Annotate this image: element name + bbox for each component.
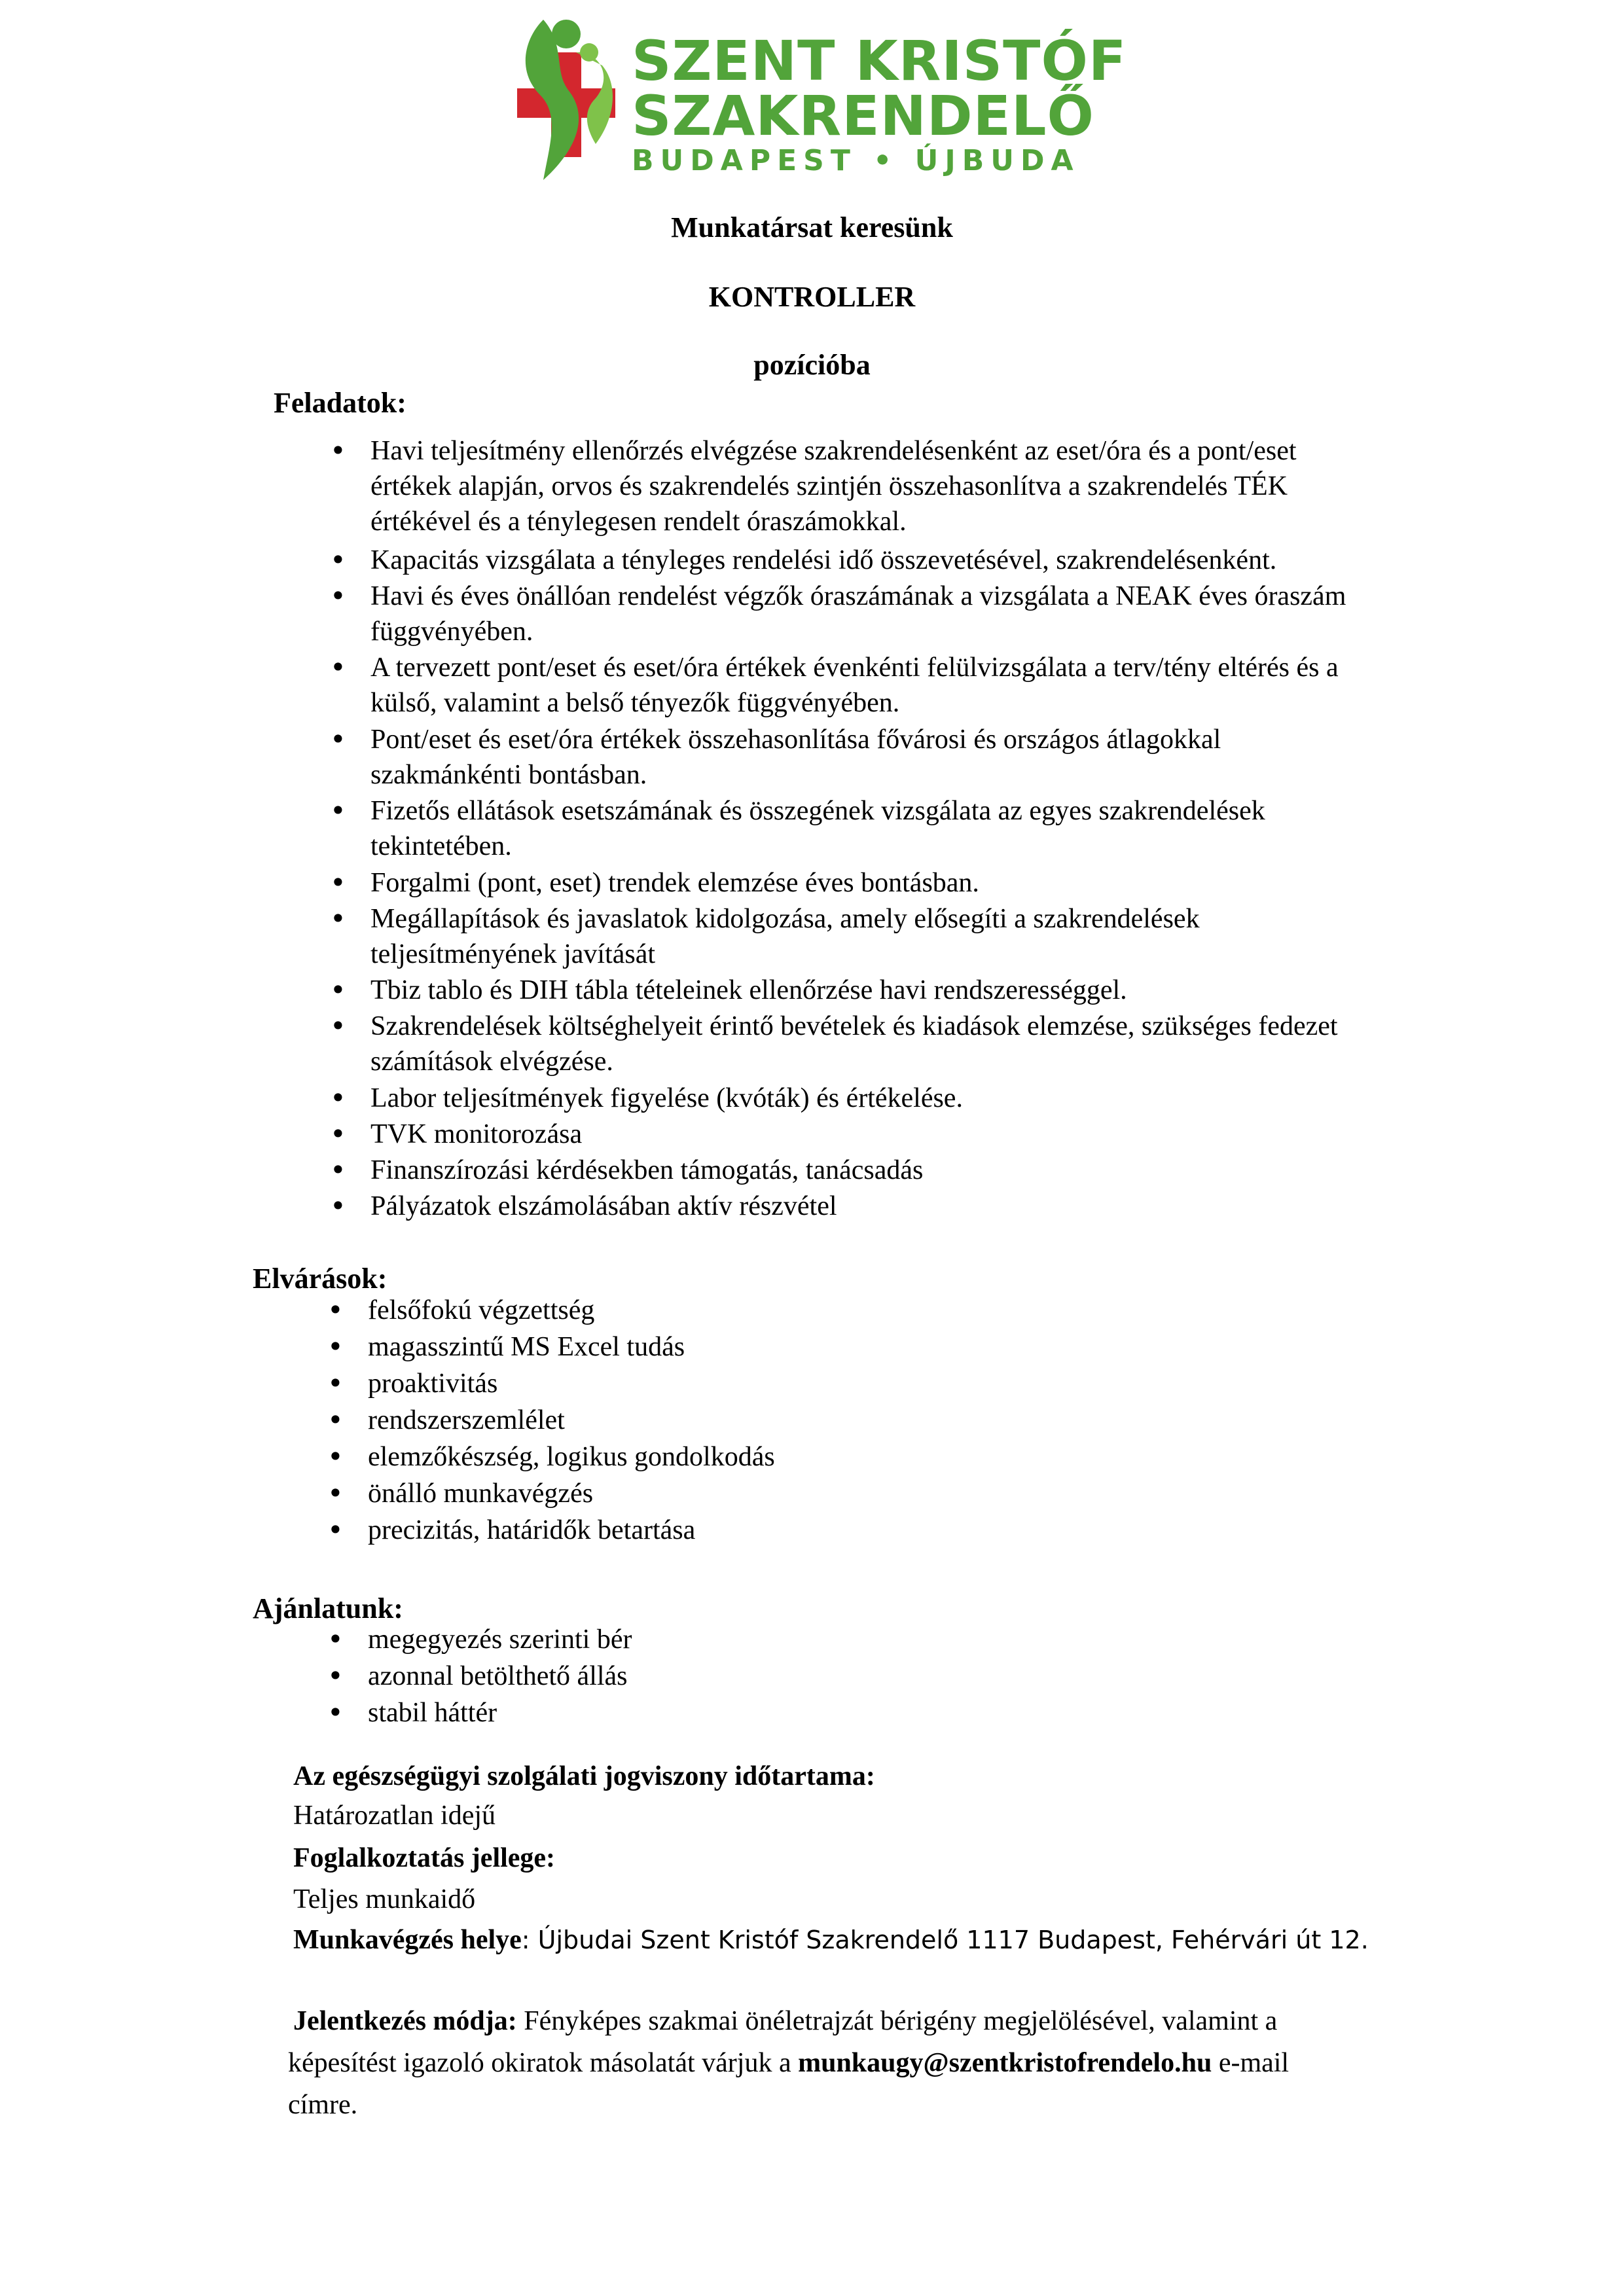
workplace-value: : Újbudai Szent Kristóf Szakrendelő 1117 Budapest, Fehérvári út 12. <box>521 1926 1369 1954</box>
list-item: • TVK monitorozása <box>370 1117 582 1152</box>
list-item: • megegyezés szerinti bér <box>368 1622 632 1657</box>
list-item: • A tervezett pont/eset és eset/óra értékek évenkénti felülvizsgálata a terv/tény eltérés és a <box>370 650 1339 685</box>
heading-line-1: Munkatársat keresünk <box>671 211 953 243</box>
logo <box>504 13 1127 183</box>
list-item-continuation: számítások elvégzése. <box>370 1047 613 1077</box>
list-item: • Tbiz tablo és DIH tábla tételeinek ellenőrzése havi rendszerességgel. <box>370 973 1127 1008</box>
heading-line-3: pozícióba <box>753 349 871 381</box>
list-item: • rendszerszemlélet <box>368 1403 565 1438</box>
list-item-continuation: értékével és a ténylegesen rendelt óraszámokkal. <box>370 507 907 537</box>
list-item: • Havi teljesítmény ellenőrzés elvégzése szakrendelésenként az eset/óra és a pont/eset <box>370 433 1297 469</box>
list-item: • proaktivitás <box>368 1366 497 1401</box>
apply-text-1: Fényképes szakmai önéletrajzát bérigény megjelölésével, valamint a <box>516 2006 1278 2036</box>
list-item: • Kapacitás vizsgálata a tényleges rendelési idő összevetésével, szakrendelésenként. <box>370 543 1276 578</box>
list-item-continuation: tekintetében. <box>370 831 512 861</box>
list-item: • Pályázatok elszámolásában aktív részvétel <box>370 1189 837 1224</box>
employment-type-label: Foglalkoztatás jellege: <box>293 1843 556 1873</box>
list-item: • magasszintű MS Excel tudás <box>368 1329 685 1365</box>
list-item-continuation: teljesítményének javítását <box>370 939 656 969</box>
list-item: • önálló munkavégzés <box>368 1476 593 1511</box>
list-item: • Finanszírozási kérdésekben támogatás, tanácsadás <box>370 1153 923 1188</box>
apply-label: Jelentkezés módja: <box>293 2006 517 2036</box>
list-item: • precizitás, határidők betartása <box>368 1513 695 1548</box>
duration-label: Az egészségügyi szolgálati jogviszony időtartama: <box>293 1761 875 1791</box>
logo-line-2: SZAKRENDELŐ <box>632 84 1094 148</box>
list-item: • azonnal betölthető állás <box>368 1659 628 1694</box>
heading-line-2: KONTROLLER <box>708 281 916 313</box>
list-item: • Megállapítások és javaslatok kidolgozása, amely elősegíti a szakrendelések <box>370 901 1200 937</box>
list-item-continuation: külső, valamint a belső tényezők függvényében. <box>370 688 900 718</box>
apply-line-2 <box>288 2047 1289 2079</box>
duration-value: Határozatlan idejű <box>293 1801 496 1831</box>
logo-line-1: SZENT KRISTÓF <box>632 29 1127 93</box>
apply-text-3: e-mail <box>1212 2048 1290 2078</box>
apply-text-2: képesítést igazoló okiratok másolatát várjuk a <box>288 2048 799 2078</box>
list-item: • Havi és éves önállóan rendelést végzők óraszámának a vizsgálata a NEAK éves óraszám <box>370 579 1346 614</box>
list-item: • Szakrendelések költséghelyeit érintő bevételek és kiadások elemzése, szükséges fedezet <box>370 1009 1338 1044</box>
list-item-continuation: értékek alapján, orvos és szakrendelés szintjén összehasonlítva a szakrendelés TÉK <box>370 471 1288 501</box>
list-item: • Forgalmi (pont, eset) trendek elemzése éves bontásban. <box>370 865 979 901</box>
tasks-title: Feladatok: <box>274 387 406 419</box>
list-item: • Fizetős ellátások esetszámának és összegének vizsgálata az egyes szakrendelések <box>370 793 1265 829</box>
list-item-continuation: szakmánkénti bontásban. <box>370 760 647 790</box>
list-item-continuation: függvényében. <box>370 617 533 647</box>
logo-emblem-icon <box>504 13 628 183</box>
list-item: • elemzőkészség, logikus gondolkodás <box>368 1439 775 1475</box>
apply-email-link[interactable]: munkaugy@szentkristofrendelo.hu <box>798 2048 1212 2078</box>
requirements-title: Elvárások: <box>253 1263 388 1295</box>
list-item: • stabil háttér <box>368 1695 497 1731</box>
apply-line-3: címre. <box>288 2090 358 2120</box>
workplace-line <box>293 1924 1369 1956</box>
list-item: • felsőfokú végzettség <box>368 1293 594 1328</box>
logo-line-3: BUDAPEST • ÚJBUDA <box>632 144 1080 177</box>
list-item: • Pont/eset és eset/óra értékek összehasonlítása fővárosi és országos átlagokkal <box>370 722 1221 757</box>
employment-type-value: Teljes munkaidő <box>293 1884 476 1914</box>
workplace-label: Munkavégzés helye <box>293 1925 522 1955</box>
apply-line-1 <box>293 2005 1277 2037</box>
offer-title: Ajánlatunk: <box>253 1592 403 1624</box>
list-item: • Labor teljesítmények figyelése (kvóták) és értékelése. <box>370 1081 963 1116</box>
